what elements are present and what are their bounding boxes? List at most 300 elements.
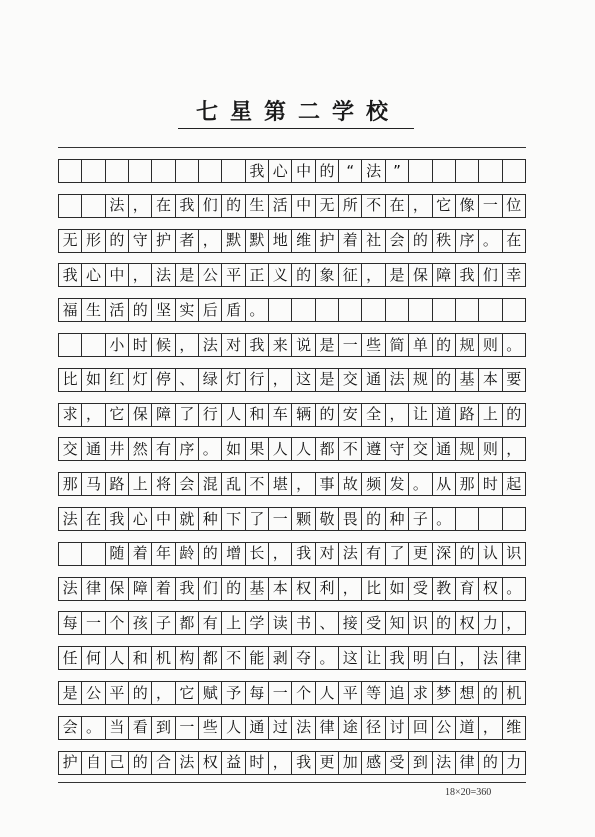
grid-cell: 的 xyxy=(361,507,385,531)
grid-cell: 社 xyxy=(361,229,385,253)
grid-cell: ， xyxy=(268,751,292,775)
grid-cell: 如 xyxy=(385,577,409,601)
grid-cell: 这 xyxy=(338,646,362,670)
grid-cell: 在 xyxy=(151,194,175,218)
grid-cell: ， xyxy=(478,716,502,740)
grid-cell: 和 xyxy=(245,403,269,427)
grid-cell: 生 xyxy=(81,298,105,322)
grid-cell: 人 xyxy=(315,681,339,705)
grid-cell: 如 xyxy=(221,437,245,461)
grid-cell: 然 xyxy=(128,437,152,461)
grid-cell: 力 xyxy=(478,611,502,635)
grid-cell: 我 xyxy=(175,194,199,218)
grid-cell: 通 xyxy=(361,368,385,392)
grid-row xyxy=(58,716,526,740)
grid-cell: ， xyxy=(502,437,526,461)
grid-cell: 的 xyxy=(128,298,152,322)
grid-cell: 一 xyxy=(478,194,502,218)
grid-cell: 。 xyxy=(198,437,222,461)
grid-cell: ， xyxy=(385,403,409,427)
grid-cell: 序 xyxy=(175,437,199,461)
grid-cell xyxy=(105,159,129,183)
grid-cell: 平 xyxy=(105,681,129,705)
grid-cell: 不 xyxy=(361,194,385,218)
grid-cell: 不 xyxy=(245,472,269,496)
grid-cell: 来 xyxy=(268,333,292,357)
grid-cell: 法 xyxy=(385,368,409,392)
grid-cell: 路 xyxy=(105,472,129,496)
grid-cell: 。 xyxy=(245,298,269,322)
grid-cell: 。 xyxy=(502,577,526,601)
grid-cell: 会 xyxy=(175,472,199,496)
grid-cell xyxy=(478,298,502,322)
grid-cell: 人 xyxy=(221,403,245,427)
grid-cell xyxy=(432,298,456,322)
grid-cell: 在 xyxy=(385,194,409,218)
grid-cell: 保 xyxy=(408,263,432,287)
grid-cell: 权 xyxy=(478,577,502,601)
grid-cell: 在 xyxy=(502,229,526,253)
grid-cell: 行 xyxy=(245,368,269,392)
grid-cell: 红 xyxy=(105,368,129,392)
grid-row xyxy=(58,681,526,705)
grid-cell: ， xyxy=(361,263,385,287)
grid-cell: 那 xyxy=(455,472,479,496)
grid-cell: 堪 xyxy=(268,472,292,496)
grid-cell: 有 xyxy=(198,611,222,635)
grid-cell xyxy=(502,507,526,531)
grid-cell: 龄 xyxy=(175,542,199,566)
grid-cell: 起 xyxy=(502,472,526,496)
grid-row xyxy=(58,542,526,566)
grid-cell: 育 xyxy=(455,577,479,601)
grid-cell: ， xyxy=(338,577,362,601)
grid-cell: ， xyxy=(128,263,152,287)
grid-row xyxy=(58,507,526,531)
grid-cell: 读 xyxy=(268,611,292,635)
grid-cell: 法 xyxy=(291,716,315,740)
grid-cell: 地 xyxy=(268,229,292,253)
grid-cell: 赋 xyxy=(198,681,222,705)
grid-cell: 序 xyxy=(455,229,479,253)
grid-cell: 是 xyxy=(315,333,339,357)
grid-cell: 利 xyxy=(315,577,339,601)
grid-cell: 人 xyxy=(291,437,315,461)
title-underline xyxy=(178,128,414,129)
grid-cell: 法 xyxy=(151,263,175,287)
grid-cell: 安 xyxy=(338,403,362,427)
grid-cell: 不 xyxy=(338,437,362,461)
grid-cell: 我 xyxy=(245,159,269,183)
grid-cell: 都 xyxy=(175,611,199,635)
grid-cell: 中 xyxy=(291,194,315,218)
grid-cell: 是 xyxy=(175,263,199,287)
grid-cell: 对 xyxy=(315,542,339,566)
grid-cell: 位 xyxy=(502,194,526,218)
grid-cell: 的 xyxy=(432,611,456,635)
grid-cell: 的 xyxy=(221,194,245,218)
grid-cell: 一 xyxy=(268,507,292,531)
grid-cell: 象 xyxy=(315,263,339,287)
grid-cell: 们 xyxy=(478,263,502,287)
grid-cell: ， xyxy=(175,333,199,357)
grid-cell: 道 xyxy=(432,403,456,427)
grid-cell: 绿 xyxy=(198,368,222,392)
grid-row xyxy=(58,263,526,287)
grid-cell xyxy=(58,333,82,357)
grid-cell: 有 xyxy=(151,437,175,461)
grid-cell: 它 xyxy=(432,194,456,218)
grid-cell: 这 xyxy=(291,368,315,392)
grid-cell: 护 xyxy=(58,751,82,775)
grid-cell: 维 xyxy=(502,716,526,740)
grid-cell: 己 xyxy=(105,751,129,775)
grid-cell: 子 xyxy=(151,611,175,635)
grid-cell xyxy=(502,298,526,322)
grid-cell: 当 xyxy=(105,716,129,740)
grid-cell: 行 xyxy=(198,403,222,427)
grid-cell: 公 xyxy=(432,716,456,740)
grid-cell: 畏 xyxy=(338,507,362,531)
grid-cell: 比 xyxy=(58,368,82,392)
grid-cell: 候 xyxy=(151,333,175,357)
grid-cell: 梦 xyxy=(432,681,456,705)
grid-cell: 求 xyxy=(408,681,432,705)
grid-cell: 对 xyxy=(221,333,245,357)
grid-cell: 的 xyxy=(502,403,526,427)
grid-cell: 随 xyxy=(105,542,129,566)
grid-cell: 的 xyxy=(221,577,245,601)
grid-cell: ， xyxy=(268,368,292,392)
grid-cell: 保 xyxy=(128,403,152,427)
grid-cell: 。 xyxy=(81,716,105,740)
grid-cell: 中 xyxy=(151,507,175,531)
grid-cell: ， xyxy=(128,194,152,218)
grid-row xyxy=(58,403,526,427)
grid-row xyxy=(58,194,526,218)
grid-cell: 一 xyxy=(268,681,292,705)
grid-cell: 书 xyxy=(291,611,315,635)
grid-cell: 的 xyxy=(291,263,315,287)
grid-row xyxy=(58,298,526,322)
grid-cell: 能 xyxy=(245,646,269,670)
grid-row xyxy=(58,611,526,635)
grid-cell: 通 xyxy=(81,437,105,461)
grid-cell: 律 xyxy=(315,716,339,740)
grid-cell: 从 xyxy=(432,472,456,496)
grid-cell: 到 xyxy=(151,716,175,740)
grid-cell: 时 xyxy=(128,333,152,357)
grid-cell: 人 xyxy=(268,437,292,461)
grid-cell: 予 xyxy=(221,681,245,705)
grid-cell: 保 xyxy=(105,577,129,601)
grid-row xyxy=(58,437,526,461)
grid-cell: 法 xyxy=(478,646,502,670)
grid-cell: 。 xyxy=(502,333,526,357)
grid-cell xyxy=(268,298,292,322)
grid-cell: 的 xyxy=(478,751,502,775)
grid-cell: 机 xyxy=(151,646,175,670)
grid-cell xyxy=(455,298,479,322)
grid-cell: 灯 xyxy=(221,368,245,392)
grid-cell: 辆 xyxy=(291,403,315,427)
grid-cell: 通 xyxy=(432,437,456,461)
grid-cell: 乱 xyxy=(221,472,245,496)
grid-cell: 如 xyxy=(81,368,105,392)
grid-cell: 故 xyxy=(338,472,362,496)
grid-cell: 生 xyxy=(245,194,269,218)
grid-cell: 规 xyxy=(408,368,432,392)
grid-row xyxy=(58,751,526,775)
grid-cell: 让 xyxy=(361,646,385,670)
grid-cell: 默 xyxy=(245,229,269,253)
grid-cell: 种 xyxy=(385,507,409,531)
grid-cell: 幸 xyxy=(502,263,526,287)
grid-cell xyxy=(502,159,526,183)
grid-cell: 像 xyxy=(455,194,479,218)
grid-cell: 的 xyxy=(315,403,339,427)
grid-cell: 路 xyxy=(455,403,479,427)
grid-cell: 有 xyxy=(361,542,385,566)
grid-cell: 法 xyxy=(432,751,456,775)
grid-cell: 护 xyxy=(315,229,339,253)
grid-cell: 孩 xyxy=(128,611,152,635)
grid-cell: 了 xyxy=(175,403,199,427)
grid-cell: 平 xyxy=(221,263,245,287)
grid-cell: 的 xyxy=(315,159,339,183)
grid-cell: 每 xyxy=(58,611,82,635)
grid-cell: 征 xyxy=(338,263,362,287)
grid-cell xyxy=(175,159,199,183)
grid-cell: 都 xyxy=(315,437,339,461)
grid-count-label: 18×20=360 xyxy=(445,787,492,798)
grid-cell: 途 xyxy=(338,716,362,740)
grid-cell: 实 xyxy=(175,298,199,322)
grid-cell: 。 xyxy=(432,507,456,531)
grid-cell: ， xyxy=(291,472,315,496)
grid-cell xyxy=(385,298,409,322)
grid-cell: 法 xyxy=(175,751,199,775)
grid-cell: 的 xyxy=(432,368,456,392)
grid-cell: 心 xyxy=(268,159,292,183)
grid-cell: 就 xyxy=(175,507,199,531)
grid-cell: 所 xyxy=(338,194,362,218)
grid-cell: 心 xyxy=(81,263,105,287)
grid-cell: 剥 xyxy=(268,646,292,670)
grid-cell: 公 xyxy=(198,263,222,287)
grid-cell: 子 xyxy=(408,507,432,531)
grid-cell: 着 xyxy=(128,542,152,566)
grid-row xyxy=(58,577,526,601)
grid-cell: 基 xyxy=(245,577,269,601)
grid-cell: 径 xyxy=(361,716,385,740)
grid-cell: 秩 xyxy=(432,229,456,253)
grid-cell: 白 xyxy=(432,646,456,670)
grid-cell: 基 xyxy=(455,368,479,392)
grid-cell: 夺 xyxy=(291,646,315,670)
grid-cell: 。 xyxy=(478,229,502,253)
grid-cell: 明 xyxy=(408,646,432,670)
grid-cell xyxy=(81,159,105,183)
grid-cell xyxy=(58,159,82,183)
grid-cell: 交 xyxy=(58,437,82,461)
grid-cell: 那 xyxy=(58,472,82,496)
grid-cell: 上 xyxy=(478,403,502,427)
grid-cell: 一 xyxy=(81,611,105,635)
grid-cell: 是 xyxy=(315,368,339,392)
grid-cell: 律 xyxy=(502,646,526,670)
grid-cell: 遵 xyxy=(361,437,385,461)
bottom-rule xyxy=(58,782,526,783)
grid-cell: 权 xyxy=(291,577,315,601)
grid-cell: 比 xyxy=(361,577,385,601)
grid-cell: 我 xyxy=(291,542,315,566)
grid-cell: 我 xyxy=(245,333,269,357)
grid-cell: 构 xyxy=(175,646,199,670)
grid-row xyxy=(58,368,526,392)
grid-cell: 合 xyxy=(151,751,175,775)
grid-cell: 都 xyxy=(198,646,222,670)
grid-cell xyxy=(338,298,362,322)
grid-cell: 无 xyxy=(315,194,339,218)
grid-cell: 交 xyxy=(338,368,362,392)
grid-cell: 敬 xyxy=(315,507,339,531)
grid-cell: 的 xyxy=(408,229,432,253)
grid-cell: 频 xyxy=(361,472,385,496)
grid-cell: 种 xyxy=(198,507,222,531)
grid-cell: 任 xyxy=(58,646,82,670)
grid-cell: 障 xyxy=(128,577,152,601)
grid-cell: 障 xyxy=(432,263,456,287)
grid-cell: “ xyxy=(338,159,362,183)
grid-cell: 知 xyxy=(385,611,409,635)
grid-cell: 道 xyxy=(455,716,479,740)
grid-cell: 权 xyxy=(455,611,479,635)
grid-cell: 每 xyxy=(245,681,269,705)
grid-cell: ， xyxy=(81,403,105,427)
grid-row xyxy=(58,159,526,183)
grid-cell xyxy=(361,298,385,322)
grid-cell: 人 xyxy=(105,646,129,670)
grid-cell: 马 xyxy=(81,472,105,496)
grid-cell: 公 xyxy=(81,681,105,705)
grid-cell: 下 xyxy=(221,507,245,531)
grid-cell: 车 xyxy=(268,403,292,427)
grid-cell: 则 xyxy=(478,437,502,461)
grid-row xyxy=(58,472,526,496)
grid-cell: 教 xyxy=(432,577,456,601)
grid-cell: 受 xyxy=(408,577,432,601)
grid-cell: 颗 xyxy=(291,507,315,531)
grid-cell: 则 xyxy=(478,333,502,357)
grid-row xyxy=(58,333,526,357)
grid-cell xyxy=(291,298,315,322)
grid-cell: 识 xyxy=(408,611,432,635)
grid-cell: 、 xyxy=(175,368,199,392)
grid-cell: ， xyxy=(268,542,292,566)
grid-cell: 无 xyxy=(58,229,82,253)
grid-cell xyxy=(455,507,479,531)
grid-cell: 识 xyxy=(502,542,526,566)
grid-cell: 事 xyxy=(315,472,339,496)
grid-cell: 的 xyxy=(478,681,502,705)
grid-cell: 和 xyxy=(128,646,152,670)
grid-cell: 混 xyxy=(198,472,222,496)
grid-cell: 让 xyxy=(408,403,432,427)
top-rule xyxy=(58,147,526,148)
grid-cell: 增 xyxy=(221,542,245,566)
grid-cell: 着 xyxy=(338,229,362,253)
grid-cell: 交 xyxy=(408,437,432,461)
grid-cell: 求 xyxy=(58,403,82,427)
grid-cell: 长 xyxy=(245,542,269,566)
grid-cell: 律 xyxy=(81,577,105,601)
grid-cell: 我 xyxy=(58,263,82,287)
grid-cell: 、 xyxy=(315,611,339,635)
grid-cell xyxy=(198,159,222,183)
grid-cell: 。 xyxy=(408,472,432,496)
grid-cell: ” xyxy=(385,159,409,183)
grid-cell: 在 xyxy=(81,507,105,531)
grid-cell xyxy=(432,159,456,183)
grid-cell: 是 xyxy=(385,263,409,287)
grid-cell: 律 xyxy=(455,751,479,775)
grid-cell: 义 xyxy=(268,263,292,287)
grid-cell: 力 xyxy=(502,751,526,775)
grid-cell xyxy=(81,333,105,357)
grid-cell: 过 xyxy=(268,716,292,740)
grid-cell: 机 xyxy=(502,681,526,705)
grid-cell: 停 xyxy=(151,368,175,392)
grid-cell: 正 xyxy=(245,263,269,287)
grid-cell: 全 xyxy=(361,403,385,427)
grid-cell: 法 xyxy=(198,333,222,357)
grid-cell: 受 xyxy=(385,751,409,775)
grid-cell: 一 xyxy=(338,333,362,357)
grid-cell: 我 xyxy=(175,577,199,601)
grid-cell: 者 xyxy=(175,229,199,253)
grid-cell: 会 xyxy=(385,229,409,253)
grid-cell: 通 xyxy=(245,716,269,740)
grid-cell: 它 xyxy=(175,681,199,705)
grid-cell: 小 xyxy=(105,333,129,357)
grid-cell: 会 xyxy=(58,716,82,740)
grid-cell: 着 xyxy=(151,577,175,601)
grid-cell: 默 xyxy=(221,229,245,253)
grid-cell: 将 xyxy=(151,472,175,496)
grid-cell xyxy=(315,298,339,322)
grid-cell: 到 xyxy=(408,751,432,775)
grid-cell: 。 xyxy=(315,646,339,670)
grid-cell: 障 xyxy=(151,403,175,427)
grid-cell xyxy=(408,159,432,183)
grid-cell xyxy=(128,159,152,183)
grid-cell: 时 xyxy=(478,472,502,496)
grid-cell: 本 xyxy=(478,368,502,392)
grid-cell: 们 xyxy=(198,577,222,601)
grid-cell: 发 xyxy=(385,472,409,496)
grid-cell: 的 xyxy=(455,542,479,566)
grid-cell: 更 xyxy=(408,542,432,566)
grid-cell: 个 xyxy=(291,681,315,705)
grid-cell: 上 xyxy=(128,472,152,496)
grid-cell: 人 xyxy=(221,716,245,740)
grid-cell: 加 xyxy=(338,751,362,775)
grid-cell: 法 xyxy=(105,194,129,218)
grid-cell: ， xyxy=(408,194,432,218)
grid-cell: 自 xyxy=(81,751,105,775)
grid-cell: 井 xyxy=(105,437,129,461)
